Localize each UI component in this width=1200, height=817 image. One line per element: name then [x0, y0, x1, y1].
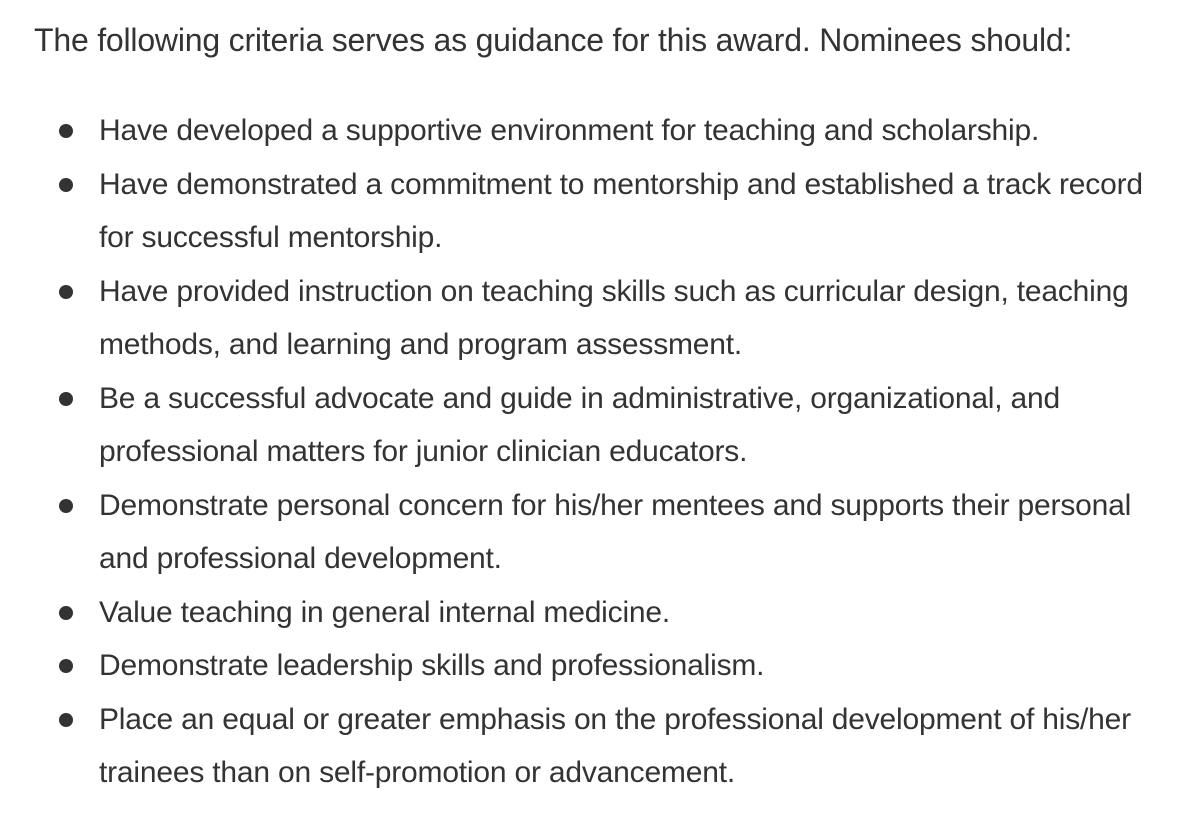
bullet-icon: [59, 178, 73, 192]
bullet-icon: [59, 713, 73, 727]
criteria-item: [0, 586, 1200, 640]
criteria-item: [0, 479, 1200, 586]
intro-text: The following criteria serves as guidance for this award. Nominees should:: [34, 22, 1073, 58]
bullet-icon: [59, 606, 73, 620]
criteria-item: [0, 104, 1200, 158]
criteria-text: Have demonstrated a commitment to mentorship and established a track record for successful mentorship.: [99, 167, 1143, 254]
criteria-item: [0, 693, 1200, 800]
criteria-text: Demonstrate personal concern for his/her mentees and supports their personal and professional development.: [99, 488, 1132, 575]
criteria-item: [0, 639, 1200, 693]
criteria-text: Have provided instruction on teaching skills such as curricular design, teaching methods, and learning and program assessment.: [99, 274, 1129, 361]
criteria-text: Value teaching in general internal medicine.: [99, 595, 671, 629]
bullet-icon: [59, 392, 73, 406]
bullet-icon: [59, 124, 73, 138]
bullet-icon: [59, 659, 73, 673]
bullet-icon: [59, 499, 73, 513]
criteria-text: Demonstrate leadership skills and professionalism.: [99, 649, 765, 682]
bullet-icon: [59, 285, 73, 299]
criteria-list: [0, 104, 1200, 800]
criteria-item: [0, 265, 1200, 372]
criteria-item: [0, 372, 1200, 479]
criteria-item: [0, 158, 1200, 265]
criteria-text: Be a successful advocate and guide in administrative, organizational, and professional matters for junior clinician educators.: [99, 381, 1061, 468]
criteria-text: Place an equal or greater emphasis on the professional development of his/her trainees than on self-promotion or advancement.: [99, 702, 1131, 789]
criteria-text: Have developed a supportive environment for teaching and scholarship.: [99, 114, 1040, 147]
